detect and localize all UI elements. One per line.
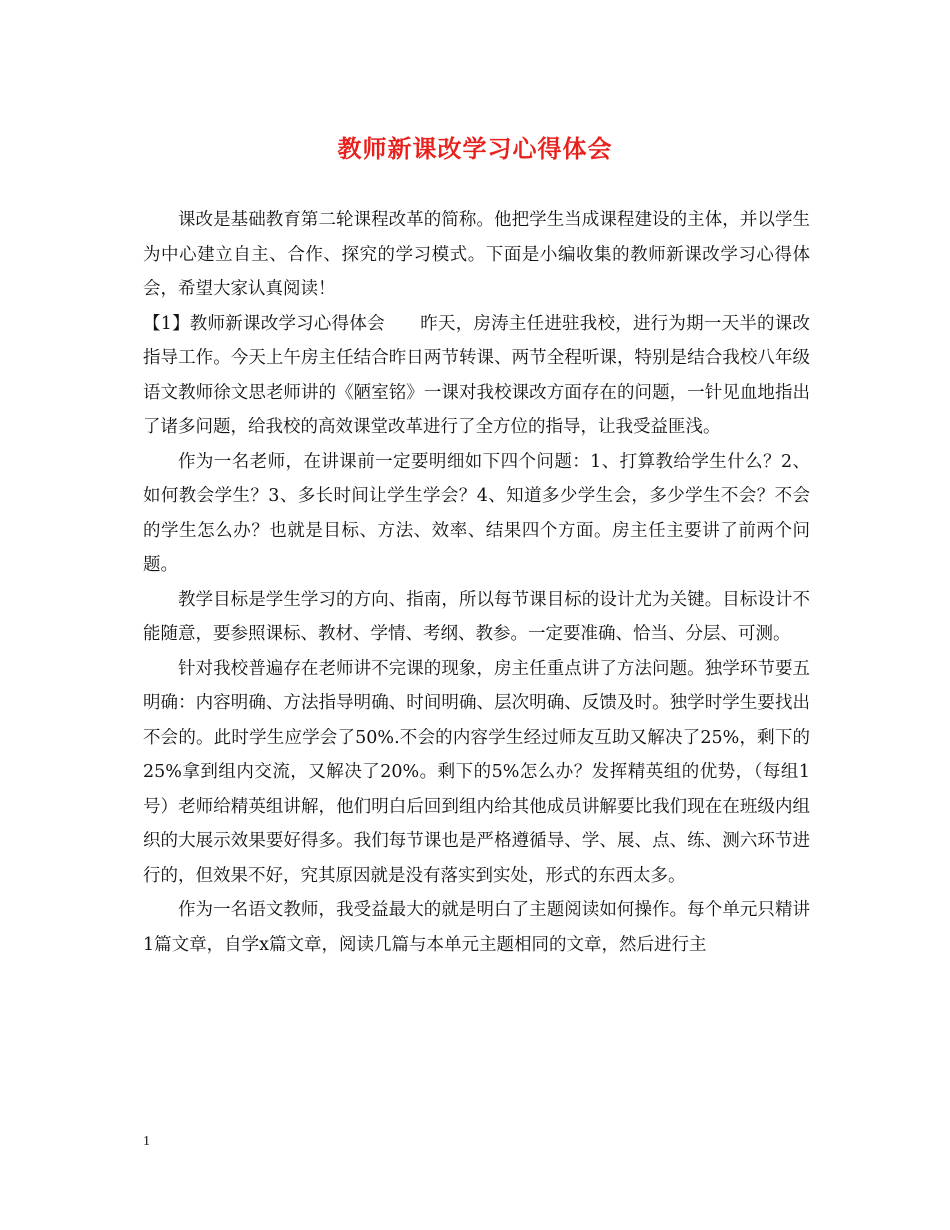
document-title: 教师新课改学习心得体会 — [337, 135, 613, 163]
document-body — [143, 203, 810, 962]
paragraph-intro: 课改是基础教育第二轮课程改革的简称。他把学生当成课程建设的主体，并以学生为中心建立自主、合作、探究的学习模式。下面是小编收集的教师新课改学习心得体会，希望大家认真阅读！ — [143, 210, 810, 299]
paragraph-four-questions: 作为一名老师，在讲课前一定要明细如下四个问题：1、打算教给学生什么？2、如何教会学生？3、多长时间让学生学会？4、知道多少学生会，多少学生不会？不会的学生怎么办？也就是目标、方法、效率、结果四个方面。房主任主要讲了前两个问题。 — [143, 451, 810, 575]
page-number: 1 — [143, 1134, 150, 1149]
paragraph-theme-reading: 作为一名语文教师，我受益最大的就是明白了主题阅读如何操作。每个单元只精讲1篇文章，自学x篇文章，阅读几篇与本单元主题相同的文章，然后进行主 — [143, 900, 810, 955]
paragraph-section-1: 【1】教师新课改学习心得体会 昨天，房涛主任进驻我校，进行为期一天半的课改指导工作。今天上午房主任结合昨日两节转课、两节全程听课，特别是结合我校八年级语文教师徐文思老师讲的《陋室铭》一课对我校课改方面存在的问题，一针见血地指出了诸多问题，给我校的高效课堂改革进行了全方位的指导，让我受益匪浅。 — [143, 313, 810, 437]
paragraph-teaching-goals: 教学目标是学生学习的方向、指南，所以每节课目标的设计尤为关键。目标设计不能随意，要参照课标、教材、学情、考纲、教参。一定要准确、恰当、分层、可测。 — [143, 589, 810, 644]
paragraph-methods: 针对我校普遍存在老师讲不完课的现象，房主任重点讲了方法问题。独学环节要五明确：内容明确、方法指导明确、时间明确、层次明确、反馈及时。独学时学生要找出不会的。此时学生应学会了50%.不会的内容学生经过师友互助又解决了25%，剩下的25%拿到组内交流，又解决了20%。剩下的5%怎么办？发挥精英组的优势，（每组1号）老师给精英组讲解，他们明白后回到组内给其他成员讲解要比我们现在在班级内组织的大展示效果要好得多。我们每节课也是严格遵循导、学、展、点、练、测六环节进行的，但效果不好，究其原因就是没有落实到实处，形式的东西太多。 — [143, 658, 810, 886]
